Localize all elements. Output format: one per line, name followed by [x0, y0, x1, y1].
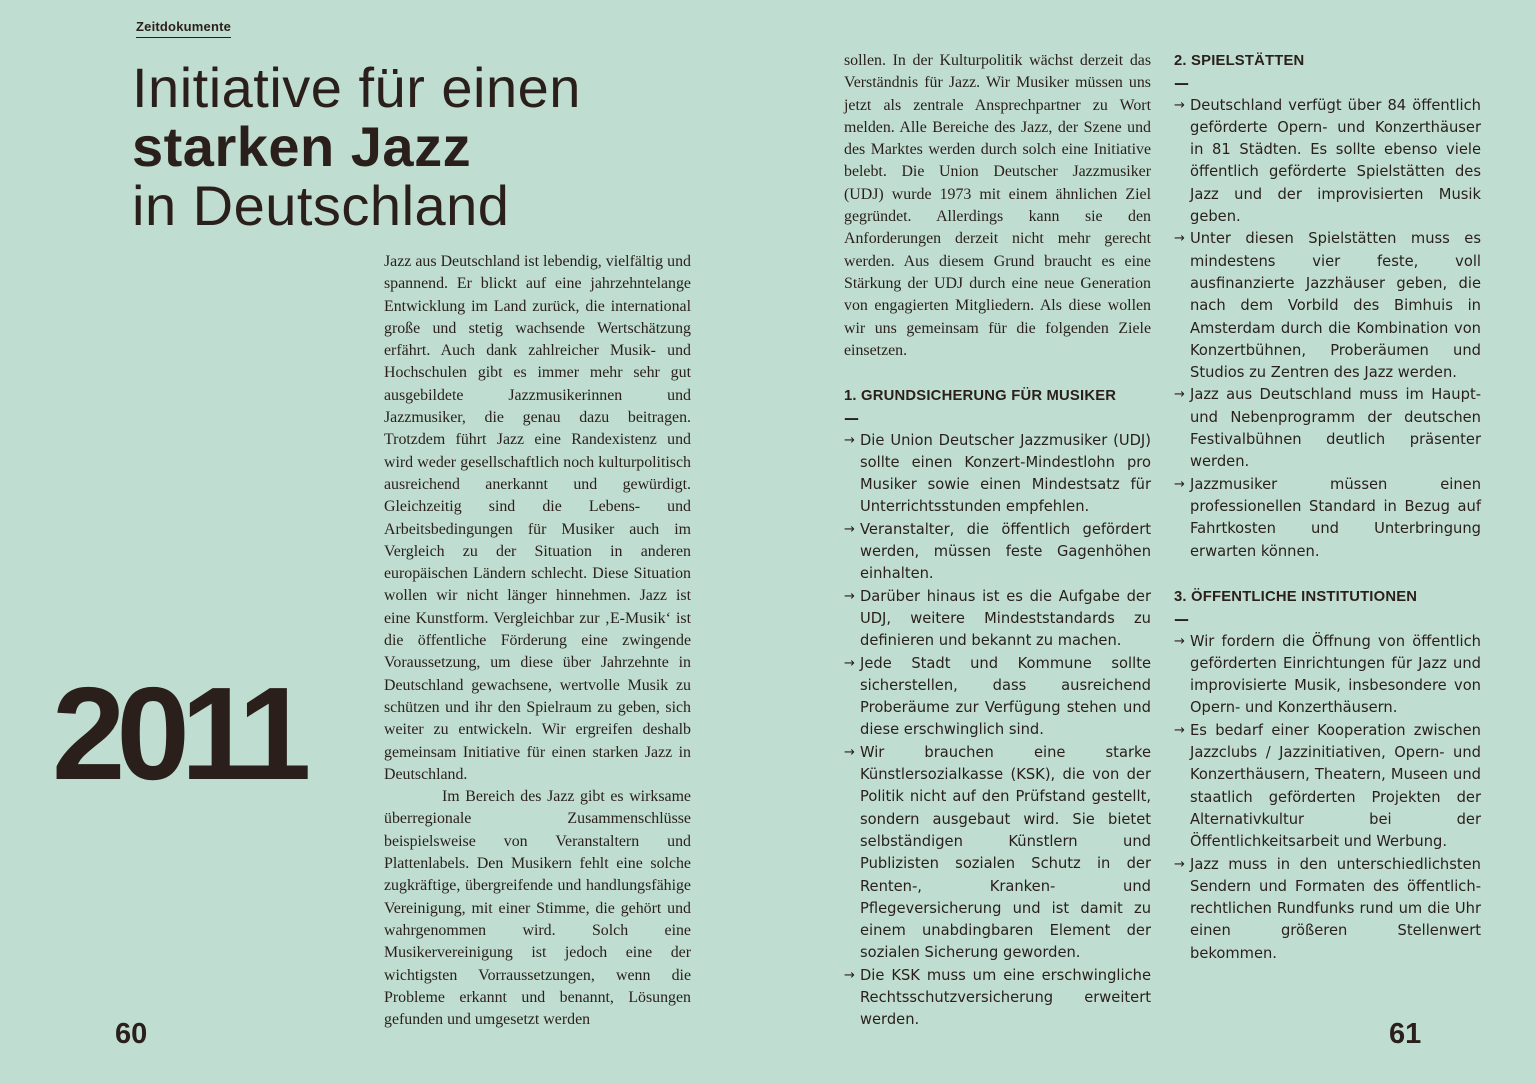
- list-item: [844, 742, 1151, 965]
- list-item-text: Veranstalter, die öffentlich gefördert werden, müssen feste Gagenhöhen einhalten.: [860, 520, 1151, 583]
- section-label: Zeitdokumente: [136, 19, 231, 38]
- list-item-text: Jazz muss in den unterschiedlichsten Sendern und Formaten des öffentlich-rechtlichen Rundfunks rund um die Uhr einen größeren Stellenwert bekommen.: [1190, 855, 1481, 962]
- arrow-right-icon: →: [844, 967, 855, 983]
- arrow-right-icon: →: [1174, 387, 1185, 403]
- arrow-right-icon: →: [844, 655, 855, 671]
- list-item: [844, 653, 1151, 742]
- list-item-text: Jazzmusiker müssen einen professionellen Standard in Bezug auf Fahrtkosten und Unterbringung erwarten können.: [1190, 475, 1481, 560]
- list-item-text: Wir brauchen eine starke Künstlersozialkasse (KSK), die von der Politik nicht auf den Prüfstand gestellt, sondern ausgebaut wird. Sie bietet selbständigen Künstlern und Publizisten sozialen Schutz in der Renten-, Kranken- und Pflegeversicherung und ist damit zu einem unabdingbaren Element der sozialen Sicherung geworden.: [860, 743, 1151, 962]
- page-number-left: 60: [115, 1018, 148, 1050]
- list-item-text: Darüber hinaus ist es die Aufgabe der UDJ, weitere Mindeststandards zu definieren und bekannt zu machen.: [860, 587, 1151, 650]
- intro-continuation: [844, 50, 1151, 362]
- list-item: [844, 586, 1151, 653]
- arrow-right-icon: →: [1174, 722, 1185, 738]
- section-dash: —: [844, 409, 859, 428]
- list-item: [1174, 228, 1481, 384]
- intro-column: [384, 251, 691, 1031]
- headline-line-1: Initiative für einen: [132, 56, 581, 119]
- list-item-text: Es bedarf einer Kooperation zwischen Jazzclubs / Jazzinitiativen, Opern- und Konzerthäusern, Theatern, Museen und staatlich geförderten Projekten der Alternativkultur bei der Öffentlichkeitsarbeit und Werbung.: [1190, 721, 1481, 851]
- section-title: 3. ÖFFENTLICHE INSTITUTIONEN: [1174, 589, 1418, 605]
- list-item: [844, 430, 1151, 519]
- list-item: [1174, 474, 1481, 563]
- page-number-right: 61: [1389, 1018, 1422, 1050]
- arrow-right-icon: →: [1174, 633, 1185, 649]
- arrow-right-icon: →: [844, 521, 855, 537]
- section-list: [1174, 631, 1481, 965]
- section-title: 2. SPIELSTÄTTEN: [1174, 53, 1305, 69]
- intro-paragraph-1: Jazz aus Deutschland ist lebendig, vielfältig und spannend. Er blickt auf eine jahrzehntelange Entwicklung im Land zurück, die international große und stetig wachsende Wertschätzung erfährt. Auch dank zahlreicher Musik- und Hochschulen gibt es immer mehr sehr gut ausgebildete Jazzmusikerinnen und Jazzmusiker, die genau dazu beitragen. Trotzdem führt Jazz eine Randexistenz und wird weder gesellschaftlich noch kulturpolitisch ausreichend anerkannt und gewürdigt. Gleichzeitig sind die Lebens- und Arbeitsbedingungen für Musiker auch im Vergleich zu der Situation in anderen europäischen Ländern schlecht. Diese Situation wollen wir nicht länger hinnehmen. Jazz ist eine Kunstform. Vergleichbar zur ‚E-Musik‘ ist die öffentliche Förderung eine zwingende Voraussetzung, um diese über Jahrzehnte in Deutschland gewachsene, wertvolle Musik zu schützen und ihr den Spielraum zu geben, sich weiter zu entwickeln. Wir ergreifen deshalb gemeinsam Initiative für einen starken Jazz in Deutschland.: [384, 253, 691, 783]
- section-spielstaetten: [1174, 50, 1481, 563]
- section-institutionen: [1174, 586, 1481, 965]
- arrow-right-icon: →: [844, 432, 855, 448]
- list-item-text: Unter diesen Spielstätten muss es mindestens vier feste, voll ausfinanzierte Jazzhäuser geben, die nach dem Vorbild des Bimhuis in Amsterdam durch die Kombination von Konzertbühnen, Proberäumen und Studios zu Zentren des Jazz werden.: [1190, 230, 1481, 382]
- list-item: [1174, 95, 1481, 229]
- list-item-text: Jazz aus Deutschland muss im Haupt- und Nebenprogramm der deutschen Festivalbühnen deutlich präsenter werden.: [1190, 386, 1481, 471]
- section-dash: —: [1174, 74, 1189, 93]
- list-item-text: Wir fordern die Öffnung von öffentlich geförderten Einrichtungen für Jazz und improvisierte Musik, insbesondere von Opern- und Konzerthäusern.: [1190, 632, 1481, 717]
- arrow-right-icon: →: [844, 744, 855, 760]
- arrow-right-icon: →: [1174, 856, 1185, 872]
- section-grundsicherung: [844, 385, 1151, 1032]
- section-list: [1174, 95, 1481, 563]
- list-item: [1174, 854, 1481, 965]
- list-item-text: Jede Stadt und Kommune sollte sicherstellen, dass ausreichend Proberäume zur Verfügung stehen und diese erschwinglich sind.: [860, 654, 1151, 739]
- list-item: [844, 965, 1151, 1032]
- list-item-text: Die KSK muss um eine erschwingliche Rechtsschutzversicherung erweitert werden.: [860, 966, 1151, 1029]
- arrow-right-icon: →: [1174, 97, 1185, 113]
- section-dash: —: [1174, 610, 1189, 629]
- headline-line-3: in Deutschland: [132, 174, 510, 237]
- arrow-right-icon: →: [1174, 231, 1185, 247]
- section-list: [844, 430, 1151, 1032]
- list-item: [844, 519, 1151, 586]
- year-number: 2011: [52, 660, 303, 807]
- headline-line-2: starken Jazz: [132, 115, 472, 178]
- list-item: [1174, 384, 1481, 473]
- list-item-text: Die Union Deutscher Jazzmusiker (UDJ) sollte einen Konzert-Mindestlohn pro Musiker sowie einen Mindestsatz für Unterrichtsstunden empfehlen.: [860, 431, 1151, 516]
- headline: [132, 58, 581, 235]
- list-item-text: Deutschland verfügt über 84 öffentlich geförderte Opern- und Konzerthäuser in 81 Städten. Es sollte ebenso viele öffentlich geförderte Spielstätten des Jazz und der improvisierten Musik geben.: [1190, 96, 1481, 226]
- intro-paragraph-2: Im Bereich des Jazz gibt es wirksame überregionale Zusammenschlüsse beispielsweise von Veranstaltern und Plattenlabels. Den Musikern fehlt eine solche zugkräftige, übergreifende und handlungsfähige Vereinigung, mit einer Stimme, die gehört und wahrgenommen wird. Solch eine Musikervereinigung ist jedoch eine der wichtigsten Vorraussetzungen, wenn die Probleme erkannt und benannt, Lösungen gefunden und umgesetzt werden: [384, 788, 691, 1029]
- arrow-right-icon: →: [844, 588, 855, 604]
- intro-paragraph-3: sollen. In der Kulturpolitik wächst derzeit das Verständnis für Jazz. Wir Musiker müssen uns jetzt als zentrale Ansprechpartner zu Wort melden. Alle Bereiche des Jazz, der Szene und des Marktes werden durch solch eine Initiative belebt. Die Union Deutscher Jazzmusiker (UDJ) wurde 1973 mit einem ähnlichen Ziel gegründet. Allerdings kann sie den Anforderungen derzeit nicht mehr gerecht werden. Aus diesem Grund braucht es eine Stärkung der UDJ durch eine neue Generation von engagierten Mitgliedern. Als diese wollen wir uns gemeinsam für die folgenden Ziele einsetzen.: [844, 52, 1151, 359]
- list-item: [1174, 720, 1481, 854]
- arrow-right-icon: →: [1174, 476, 1185, 492]
- list-item: [1174, 631, 1481, 720]
- section-title: 1. GRUNDSICHERUNG FÜR MUSIKER: [844, 388, 1117, 404]
